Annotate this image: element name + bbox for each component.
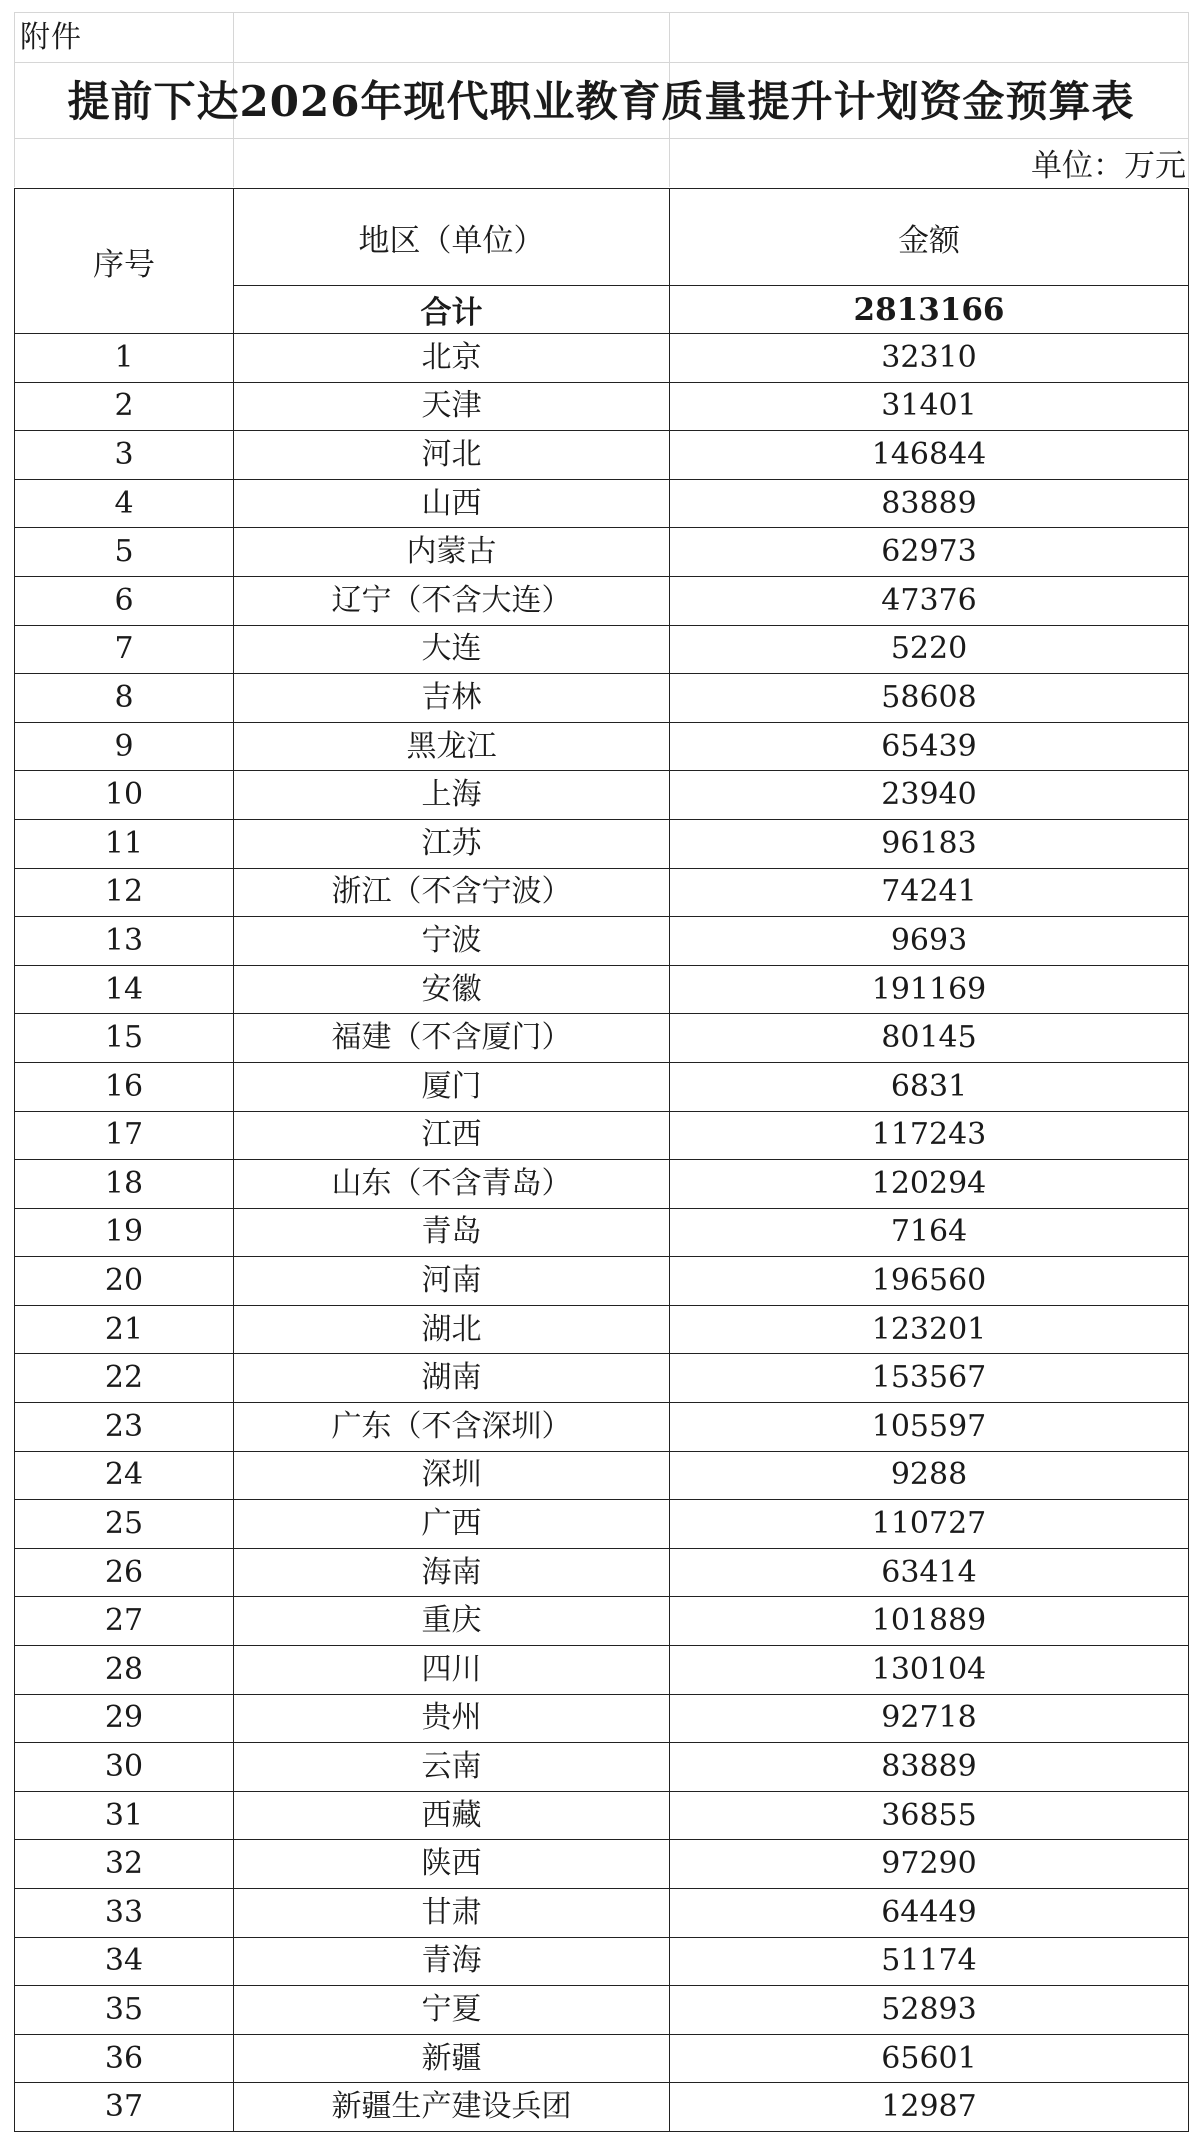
row-index: 35 [15,1986,234,2035]
row-amount: 9693 [670,917,1189,966]
table-row [15,674,1189,723]
table-row [15,1451,1189,1500]
grid-line [14,138,1188,139]
row-amount: 96183 [670,819,1189,868]
column-header-index: 序号 [15,189,234,334]
row-region: 黑龙江 [234,722,670,771]
table-row [15,1889,1189,1938]
table-row [15,1403,1189,1452]
row-index: 11 [15,819,234,868]
row-region: 陕西 [234,1840,670,1889]
row-index: 13 [15,917,234,966]
table-row [15,819,1189,868]
table-row [15,771,1189,820]
table-row [15,576,1189,625]
row-index: 21 [15,1305,234,1354]
row-amount: 110727 [670,1500,1189,1549]
row-region: 重庆 [234,1597,670,1646]
row-amount: 123201 [670,1305,1189,1354]
table-row [15,431,1189,480]
row-region: 天津 [234,382,670,431]
row-amount: 31401 [670,382,1189,431]
unit-label: 单位：万元 [1031,148,1186,184]
table-row [15,1694,1189,1743]
row-index: 12 [15,868,234,917]
row-region: 内蒙古 [234,528,670,577]
table-row [15,1986,1189,2035]
table-row [15,1160,1189,1209]
table-row [15,1548,1189,1597]
row-index: 16 [15,1062,234,1111]
row-region: 湖北 [234,1305,670,1354]
row-index: 23 [15,1403,234,1452]
column-header-region: 地区（单位） [234,189,670,286]
row-amount: 92718 [670,1694,1189,1743]
row-region: 宁波 [234,917,670,966]
row-index: 27 [15,1597,234,1646]
table-row [15,1208,1189,1257]
row-amount: 32310 [670,334,1189,383]
row-amount: 7164 [670,1208,1189,1257]
row-region: 浙江（不含宁波） [234,868,670,917]
row-index: 7 [15,625,234,674]
row-region: 河南 [234,1257,670,1306]
row-region: 北京 [234,334,670,383]
row-index: 8 [15,674,234,723]
table-row [15,2083,1189,2132]
page-title: 提前下达2026年现代职业教育质量提升计划资金预算表 [67,77,1135,126]
row-region: 新疆生产建设兵团 [234,2083,670,2132]
row-region: 上海 [234,771,670,820]
table-body [15,334,1189,2132]
row-amount: 120294 [670,1160,1189,1209]
table-row [15,1062,1189,1111]
table-row [15,2034,1189,2083]
row-amount: 105597 [670,1403,1189,1452]
row-amount: 83889 [670,479,1189,528]
row-amount: 153567 [670,1354,1189,1403]
table-row [15,382,1189,431]
row-index: 18 [15,1160,234,1209]
table-row [15,1257,1189,1306]
row-region: 甘肃 [234,1889,670,1938]
row-region: 厦门 [234,1062,670,1111]
table-row [15,1791,1189,1840]
row-index: 5 [15,528,234,577]
row-region: 福建（不含厦门） [234,1014,670,1063]
row-index: 30 [15,1743,234,1792]
row-region: 山西 [234,479,670,528]
row-amount: 52893 [670,1986,1189,2035]
row-index: 34 [15,1937,234,1986]
row-amount: 62973 [670,528,1189,577]
row-amount: 196560 [670,1257,1189,1306]
row-amount: 64449 [670,1889,1189,1938]
row-index: 19 [15,1208,234,1257]
row-region: 辽宁（不含大连） [234,576,670,625]
row-amount: 117243 [670,1111,1189,1160]
row-amount: 63414 [670,1548,1189,1597]
row-amount: 5220 [670,625,1189,674]
row-region: 河北 [234,431,670,480]
row-index: 3 [15,431,234,480]
table-row [15,917,1189,966]
attachment-label: 附件 [20,20,82,55]
row-index: 9 [15,722,234,771]
row-amount: 51174 [670,1937,1189,1986]
row-index: 28 [15,1646,234,1695]
row-region: 安徽 [234,965,670,1014]
table-row [15,479,1189,528]
row-region: 云南 [234,1743,670,1792]
grid-line [14,62,1188,63]
table-row [15,1743,1189,1792]
row-region: 青岛 [234,1208,670,1257]
row-region: 湖南 [234,1354,670,1403]
row-index: 6 [15,576,234,625]
row-amount: 74241 [670,868,1189,917]
row-region: 江苏 [234,819,670,868]
row-region: 新疆 [234,2034,670,2083]
row-region: 江西 [234,1111,670,1160]
table-row [15,1111,1189,1160]
row-index: 10 [15,771,234,820]
row-index: 36 [15,2034,234,2083]
row-amount: 58608 [670,674,1189,723]
row-amount: 65439 [670,722,1189,771]
row-index: 29 [15,1694,234,1743]
table-row [15,334,1189,383]
row-amount: 65601 [670,2034,1189,2083]
row-index: 33 [15,1889,234,1938]
row-region: 广东（不含深圳） [234,1403,670,1452]
row-amount: 36855 [670,1791,1189,1840]
row-amount: 130104 [670,1646,1189,1695]
table-row [15,1840,1189,1889]
table-row [15,528,1189,577]
row-region: 四川 [234,1646,670,1695]
row-index: 26 [15,1548,234,1597]
row-amount: 23940 [670,771,1189,820]
row-amount: 191169 [670,965,1189,1014]
row-amount: 12987 [670,2083,1189,2132]
table-row [15,1646,1189,1695]
table-row [15,625,1189,674]
total-label: 合计 [234,286,670,334]
table-row [15,1305,1189,1354]
table-row [15,722,1189,771]
row-region: 吉林 [234,674,670,723]
row-amount: 47376 [670,576,1189,625]
row-region: 广西 [234,1500,670,1549]
row-region: 海南 [234,1548,670,1597]
row-region: 大连 [234,625,670,674]
row-region: 深圳 [234,1451,670,1500]
row-index: 17 [15,1111,234,1160]
row-region: 宁夏 [234,1986,670,2035]
table-row [15,868,1189,917]
column-header-amount: 金额 [670,189,1189,286]
table-row [15,965,1189,1014]
row-region: 贵州 [234,1694,670,1743]
total-amount: 2813166 [670,286,1189,334]
row-index: 14 [15,965,234,1014]
grid-line [1188,12,1189,187]
row-region: 西藏 [234,1791,670,1840]
row-index: 22 [15,1354,234,1403]
row-index: 1 [15,334,234,383]
table-row [15,1937,1189,1986]
row-index: 25 [15,1500,234,1549]
row-region: 青海 [234,1937,670,1986]
row-index: 37 [15,2083,234,2132]
row-index: 15 [15,1014,234,1063]
table-row [15,1354,1189,1403]
budget-table [14,188,1189,2132]
table-row [15,1500,1189,1549]
row-amount: 101889 [670,1597,1189,1646]
row-region: 山东（不含青岛） [234,1160,670,1209]
row-index: 32 [15,1840,234,1889]
row-index: 4 [15,479,234,528]
table-header-row [15,189,1189,286]
row-index: 24 [15,1451,234,1500]
table-row [15,1014,1189,1063]
row-index: 31 [15,1791,234,1840]
row-amount: 146844 [670,431,1189,480]
row-amount: 9288 [670,1451,1189,1500]
row-amount: 97290 [670,1840,1189,1889]
grid-line [14,12,1188,13]
row-amount: 83889 [670,1743,1189,1792]
table-row [15,1597,1189,1646]
row-index: 2 [15,382,234,431]
row-index: 20 [15,1257,234,1306]
row-amount: 6831 [670,1062,1189,1111]
row-amount: 80145 [670,1014,1189,1063]
